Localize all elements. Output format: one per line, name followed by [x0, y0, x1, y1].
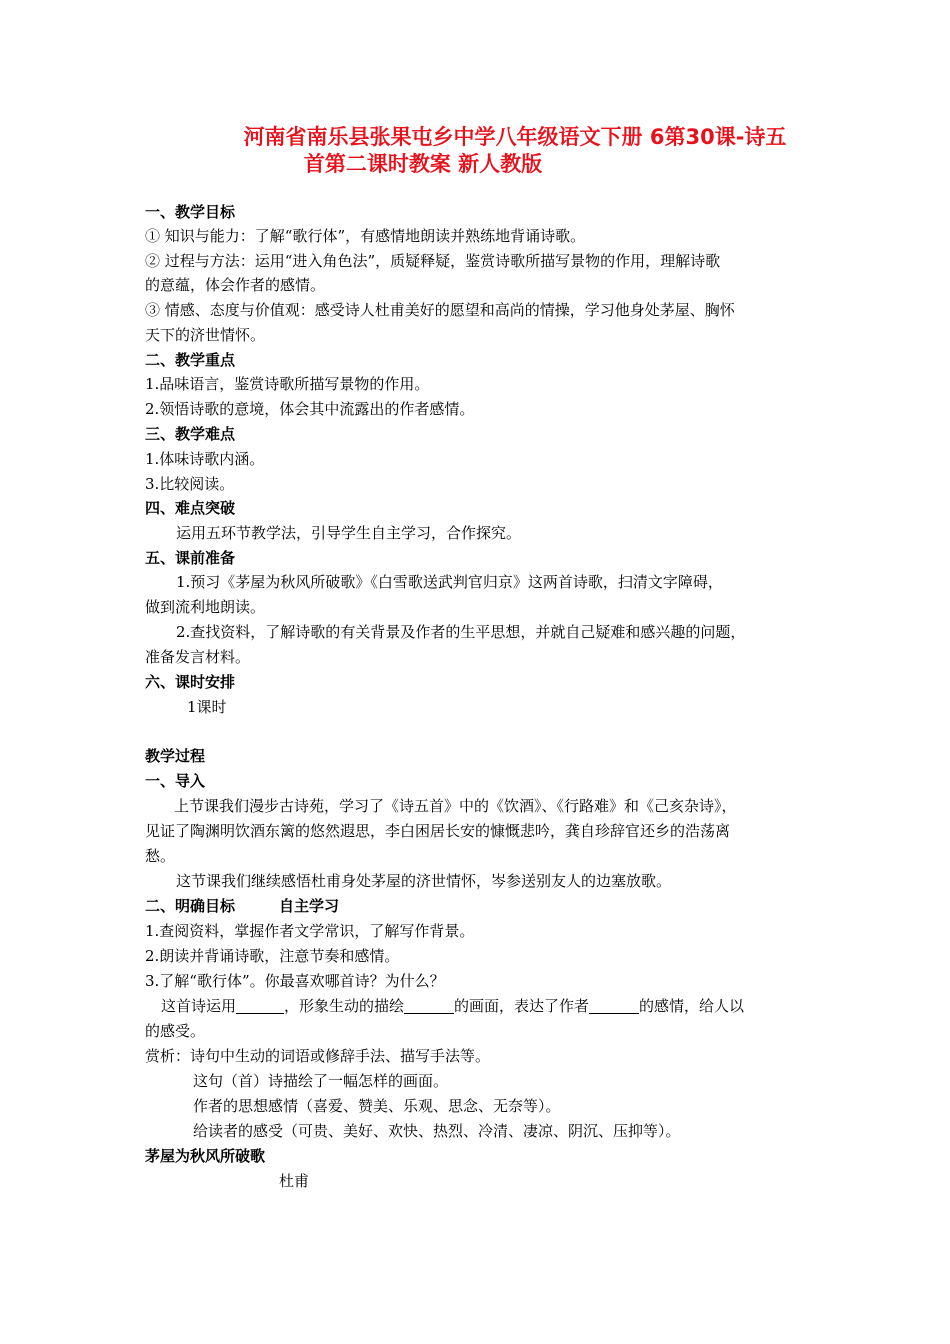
section-heading-self-study: 自主学习	[279, 897, 340, 915]
section-heading-difficulties: 三、教学难点	[145, 425, 236, 443]
appreciation-item-1: 这句（首）诗描绘了一幅怎样的画面。	[193, 1072, 449, 1090]
appreciation-item-3: 给读者的感受（可贵、美好、欢快、热烈、冷清、凄凉、阴沉、压抑等）。	[193, 1122, 681, 1140]
goal-3: 3.了解“歌行体”。你最喜欢哪首诗？为什么？	[145, 972, 445, 990]
fill-in-sentence-end: 的感受。	[145, 1022, 206, 1040]
goal-2: 2.朗读并背诵诗歌，注意节奏和感情。	[145, 947, 400, 965]
objective-process-1: ② 过程与方法：运用“进入角色法”，质疑释疑，鉴赏诗歌所描写景物的作用，理解诗歌	[145, 252, 721, 270]
intro-paragraph-1a: 上节课我们漫步古诗苑，学习了《诗五首》中的《饮酒》、《行路难》和《己亥杂诗》，	[174, 797, 737, 815]
section-heading-preparation: 五、课前准备	[145, 549, 236, 567]
teaching-process-heading: 教学过程	[145, 747, 206, 765]
objective-emotion-2: 天下的济世情怀。	[145, 326, 266, 344]
fill-text-3: 的画面，表达了作者	[454, 997, 590, 1015]
section-heading-goals: 二、明确目标	[145, 897, 236, 915]
intro-paragraph-1c: 愁。	[145, 847, 176, 865]
key-point-1: 1.品味语言，鉴赏诗歌所描写景物的作用。	[145, 375, 430, 393]
fill-text-1: 这首诗运用	[161, 997, 237, 1015]
section-heading-objectives: 一、教学目标	[145, 203, 236, 221]
document-title-line-1: 河南省南乐县张果屯乡中学八年级语文下册 6第30课-诗五	[243, 125, 787, 149]
fill-text-4: 的感情，给人以	[639, 997, 745, 1015]
document-title-line-2: 首第二课时教案 新人教版	[303, 152, 543, 176]
objective-process-2: 的意蕴，体会作者的感情。	[145, 276, 326, 294]
appreciation-item-2: 作者的思想感情（喜爱、赞美、乐观、思念、无奈等）。	[193, 1097, 561, 1115]
preparation-2a: 2.查找资料，了解诗歌的有关背景及作者的生平思想，并就自己疑难和感兴趣的问题，	[176, 623, 746, 641]
fill-blank-2[interactable]	[404, 997, 454, 1014]
preparation-2b: 准备发言材料。	[145, 648, 251, 666]
objective-emotion-1: ③ 情感、态度与价值观：感受诗人杜甫美好的愿望和高尚的情操，学习他身处茅屋、胸怀	[145, 301, 735, 319]
appreciation-label: 赏析：诗句中生动的词语或修辞手法、描写手法等。	[145, 1047, 491, 1065]
preparation-1b: 做到流利地朗读。	[145, 598, 266, 616]
poem-author: 杜甫	[279, 1172, 310, 1190]
section-heading-breakthrough: 四、难点突破	[145, 499, 236, 517]
section-heading-intro: 一、导入	[145, 772, 206, 790]
breakthrough-text: 运用五环节教学法，引导学生自主学习，合作探究。	[176, 524, 522, 542]
fill-in-sentence	[161, 995, 744, 1017]
fill-blank-3[interactable]	[589, 997, 639, 1014]
goal-1: 1.查阅资料，掌握作者文学常识，了解写作背景。	[145, 922, 475, 940]
section-heading-schedule: 六、课时安排	[145, 673, 236, 691]
fill-text-2: ，形象生动的描绘	[284, 997, 405, 1015]
fill-blank-1[interactable]	[236, 997, 284, 1014]
preparation-1a: 1.预习《茅屋为秋风所破歌》《白雪歌送武判官归京》这两首诗歌，扫清文字障碍，	[176, 573, 723, 591]
intro-paragraph-2: 这节课我们继续感悟杜甫身处茅屋的济世情怀，岑参送别友人的边塞放歌。	[176, 872, 672, 890]
key-point-2: 2.领悟诗歌的意境，体会其中流露出的作者感情。	[145, 400, 475, 418]
section-heading-key-points: 二、教学重点	[145, 351, 236, 369]
objective-knowledge: ① 知识与能力：了解“歌行体”，有感情地朗读并熟练地背诵诗歌。	[145, 227, 586, 245]
schedule-text: 1课时	[187, 698, 227, 716]
intro-paragraph-1b: 见证了陶渊明饮酒东篱的悠然遐思，李白困居长安的慷慨悲吟，龚自珍辞官还乡的浩荡离	[145, 822, 731, 840]
poem-title: 茅屋为秋风所破歌	[145, 1147, 266, 1165]
difficulty-2: 3.比较阅读。	[145, 475, 235, 493]
difficulty-1: 1.体味诗歌内涵。	[145, 450, 265, 468]
